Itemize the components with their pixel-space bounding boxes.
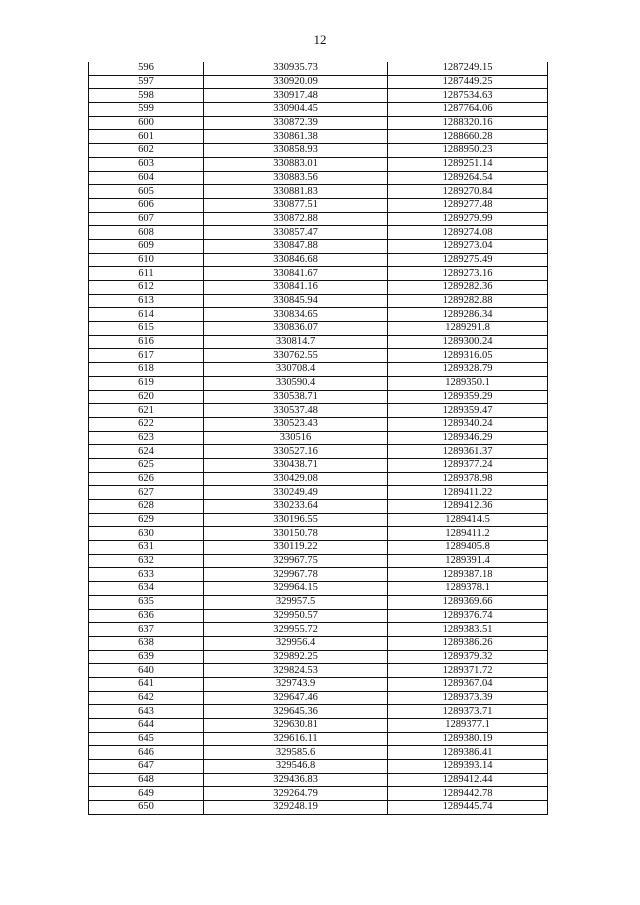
point-number-cell: 619 bbox=[89, 376, 204, 390]
y-coordinate-cell: 1288320.16 bbox=[388, 116, 548, 130]
point-number-cell: 627 bbox=[89, 486, 204, 500]
table-row bbox=[89, 144, 548, 158]
point-number-cell: 641 bbox=[89, 677, 204, 691]
point-number-cell: 615 bbox=[89, 322, 204, 336]
x-coordinate-cell: 330917.48 bbox=[204, 89, 388, 103]
x-coordinate-cell: 329647.46 bbox=[204, 691, 388, 705]
table-row bbox=[89, 472, 548, 486]
coordinates-table-body bbox=[89, 62, 548, 814]
x-coordinate-cell: 330834.65 bbox=[204, 308, 388, 322]
y-coordinate-cell: 1289378.98 bbox=[388, 472, 548, 486]
y-coordinate-cell: 1289367.04 bbox=[388, 677, 548, 691]
point-number-cell: 637 bbox=[89, 623, 204, 637]
x-coordinate-cell: 329645.36 bbox=[204, 705, 388, 719]
point-number-cell: 644 bbox=[89, 719, 204, 733]
table-row bbox=[89, 349, 548, 363]
x-coordinate-cell: 330590.4 bbox=[204, 376, 388, 390]
table-row bbox=[89, 185, 548, 199]
x-coordinate-cell: 329967.78 bbox=[204, 568, 388, 582]
table-row bbox=[89, 719, 548, 733]
y-coordinate-cell: 1289359.29 bbox=[388, 390, 548, 404]
x-coordinate-cell: 330516 bbox=[204, 431, 388, 445]
y-coordinate-cell: 1289251.14 bbox=[388, 157, 548, 171]
x-coordinate-cell: 330877.51 bbox=[204, 198, 388, 212]
point-number-cell: 618 bbox=[89, 363, 204, 377]
point-number-cell: 613 bbox=[89, 294, 204, 308]
y-coordinate-cell: 1289275.49 bbox=[388, 253, 548, 267]
x-coordinate-cell: 330872.39 bbox=[204, 116, 388, 130]
x-coordinate-cell: 330858.93 bbox=[204, 144, 388, 158]
table-row bbox=[89, 677, 548, 691]
table-row bbox=[89, 664, 548, 678]
x-coordinate-cell: 330935.73 bbox=[204, 62, 388, 75]
point-number-cell: 616 bbox=[89, 335, 204, 349]
table-row bbox=[89, 404, 548, 418]
x-coordinate-cell: 330872.88 bbox=[204, 212, 388, 226]
table-row bbox=[89, 390, 548, 404]
point-number-cell: 630 bbox=[89, 527, 204, 541]
table-row bbox=[89, 760, 548, 774]
x-coordinate-cell: 329585.6 bbox=[204, 746, 388, 760]
table-row bbox=[89, 376, 548, 390]
table-row bbox=[89, 541, 548, 555]
y-coordinate-cell: 1289264.54 bbox=[388, 171, 548, 185]
x-coordinate-cell: 329743.9 bbox=[204, 677, 388, 691]
x-coordinate-cell: 330537.48 bbox=[204, 404, 388, 418]
coordinates-table bbox=[88, 62, 548, 815]
point-number-cell: 646 bbox=[89, 746, 204, 760]
point-number-cell: 629 bbox=[89, 513, 204, 527]
y-coordinate-cell: 1289273.04 bbox=[388, 239, 548, 253]
y-coordinate-cell: 1289277.48 bbox=[388, 198, 548, 212]
x-coordinate-cell: 330841.67 bbox=[204, 267, 388, 281]
y-coordinate-cell: 1289282.36 bbox=[388, 281, 548, 295]
x-coordinate-cell: 330249.49 bbox=[204, 486, 388, 500]
y-coordinate-cell: 1289273.16 bbox=[388, 267, 548, 281]
x-coordinate-cell: 330708.4 bbox=[204, 363, 388, 377]
y-coordinate-cell: 1289350.1 bbox=[388, 376, 548, 390]
x-coordinate-cell: 329955.72 bbox=[204, 623, 388, 637]
point-number-cell: 620 bbox=[89, 390, 204, 404]
table-row bbox=[89, 458, 548, 472]
table-row bbox=[89, 705, 548, 719]
y-coordinate-cell: 1289377.24 bbox=[388, 458, 548, 472]
x-coordinate-cell: 330762.55 bbox=[204, 349, 388, 363]
point-number-cell: 604 bbox=[89, 171, 204, 185]
y-coordinate-cell: 1289386.41 bbox=[388, 746, 548, 760]
y-coordinate-cell: 1289340.24 bbox=[388, 417, 548, 431]
y-coordinate-cell: 1289300.24 bbox=[388, 335, 548, 349]
x-coordinate-cell: 329824.53 bbox=[204, 664, 388, 678]
x-coordinate-cell: 330920.09 bbox=[204, 75, 388, 89]
table-row bbox=[89, 445, 548, 459]
x-coordinate-cell: 329264.79 bbox=[204, 787, 388, 801]
y-coordinate-cell: 1289373.71 bbox=[388, 705, 548, 719]
x-coordinate-cell: 329957.5 bbox=[204, 595, 388, 609]
y-coordinate-cell: 1289405.8 bbox=[388, 541, 548, 555]
point-number-cell: 636 bbox=[89, 609, 204, 623]
table-row bbox=[89, 650, 548, 664]
y-coordinate-cell: 1289361.37 bbox=[388, 445, 548, 459]
point-number-cell: 626 bbox=[89, 472, 204, 486]
point-number-cell: 635 bbox=[89, 595, 204, 609]
x-coordinate-cell: 330857.47 bbox=[204, 226, 388, 240]
y-coordinate-cell: 1287249.15 bbox=[388, 62, 548, 75]
table-row bbox=[89, 609, 548, 623]
point-number-cell: 639 bbox=[89, 650, 204, 664]
x-coordinate-cell: 329892.25 bbox=[204, 650, 388, 664]
table-row bbox=[89, 732, 548, 746]
y-coordinate-cell: 1289274.08 bbox=[388, 226, 548, 240]
table-row bbox=[89, 582, 548, 596]
y-coordinate-cell: 1289369.66 bbox=[388, 595, 548, 609]
table-row bbox=[89, 691, 548, 705]
point-number-cell: 617 bbox=[89, 349, 204, 363]
point-number-cell: 603 bbox=[89, 157, 204, 171]
table-row bbox=[89, 773, 548, 787]
x-coordinate-cell: 329630.81 bbox=[204, 719, 388, 733]
point-number-cell: 606 bbox=[89, 198, 204, 212]
y-coordinate-cell: 1289380.19 bbox=[388, 732, 548, 746]
point-number-cell: 648 bbox=[89, 773, 204, 787]
point-number-cell: 596 bbox=[89, 62, 204, 75]
point-number-cell: 599 bbox=[89, 103, 204, 117]
point-number-cell: 628 bbox=[89, 500, 204, 514]
table-row bbox=[89, 636, 548, 650]
x-coordinate-cell: 330233.64 bbox=[204, 500, 388, 514]
point-number-cell: 622 bbox=[89, 417, 204, 431]
x-coordinate-cell: 329616.11 bbox=[204, 732, 388, 746]
x-coordinate-cell: 329956.4 bbox=[204, 636, 388, 650]
table-row bbox=[89, 75, 548, 89]
y-coordinate-cell: 1289291.8 bbox=[388, 322, 548, 336]
point-number-cell: 632 bbox=[89, 554, 204, 568]
table-row bbox=[89, 554, 548, 568]
y-coordinate-cell: 1289393.14 bbox=[388, 760, 548, 774]
table-row bbox=[89, 253, 548, 267]
table-row bbox=[89, 116, 548, 130]
table-row bbox=[89, 267, 548, 281]
point-number-cell: 598 bbox=[89, 89, 204, 103]
table-row bbox=[89, 130, 548, 144]
point-number-cell: 609 bbox=[89, 239, 204, 253]
point-number-cell: 600 bbox=[89, 116, 204, 130]
point-number-cell: 649 bbox=[89, 787, 204, 801]
x-coordinate-cell: 330438.71 bbox=[204, 458, 388, 472]
x-coordinate-cell: 330841.16 bbox=[204, 281, 388, 295]
point-number-cell: 601 bbox=[89, 130, 204, 144]
x-coordinate-cell: 330883.01 bbox=[204, 157, 388, 171]
table-row bbox=[89, 226, 548, 240]
point-number-cell: 610 bbox=[89, 253, 204, 267]
table-row bbox=[89, 417, 548, 431]
y-coordinate-cell: 1289379.32 bbox=[388, 650, 548, 664]
point-number-cell: 650 bbox=[89, 801, 204, 815]
y-coordinate-cell: 1289412.44 bbox=[388, 773, 548, 787]
x-coordinate-cell: 329248.19 bbox=[204, 801, 388, 815]
point-number-cell: 605 bbox=[89, 185, 204, 199]
x-coordinate-cell: 330429.08 bbox=[204, 472, 388, 486]
y-coordinate-cell: 1289279.99 bbox=[388, 212, 548, 226]
point-number-cell: 634 bbox=[89, 582, 204, 596]
y-coordinate-cell: 1289442.78 bbox=[388, 787, 548, 801]
y-coordinate-cell: 1289414.5 bbox=[388, 513, 548, 527]
point-number-cell: 621 bbox=[89, 404, 204, 418]
x-coordinate-cell: 330861.38 bbox=[204, 130, 388, 144]
x-coordinate-cell: 330881.83 bbox=[204, 185, 388, 199]
point-number-cell: 597 bbox=[89, 75, 204, 89]
table-row bbox=[89, 294, 548, 308]
y-coordinate-cell: 1289316.05 bbox=[388, 349, 548, 363]
table-row bbox=[89, 787, 548, 801]
y-coordinate-cell: 1289383.51 bbox=[388, 623, 548, 637]
point-number-cell: 638 bbox=[89, 636, 204, 650]
table-row bbox=[89, 527, 548, 541]
page-number: 12 bbox=[313, 32, 327, 47]
table-row bbox=[89, 281, 548, 295]
table-row bbox=[89, 623, 548, 637]
x-coordinate-cell: 330119.22 bbox=[204, 541, 388, 555]
y-coordinate-cell: 1289359.47 bbox=[388, 404, 548, 418]
x-coordinate-cell: 330523.43 bbox=[204, 417, 388, 431]
x-coordinate-cell: 329950.57 bbox=[204, 609, 388, 623]
point-number-cell: 631 bbox=[89, 541, 204, 555]
x-coordinate-cell: 330845.94 bbox=[204, 294, 388, 308]
point-number-cell: 625 bbox=[89, 458, 204, 472]
table-row bbox=[89, 500, 548, 514]
y-coordinate-cell: 1289371.72 bbox=[388, 664, 548, 678]
y-coordinate-cell: 1289378.1 bbox=[388, 582, 548, 596]
x-coordinate-cell: 329436.83 bbox=[204, 773, 388, 787]
table-row bbox=[89, 308, 548, 322]
table-row bbox=[89, 568, 548, 582]
y-coordinate-cell: 1289391.4 bbox=[388, 554, 548, 568]
x-coordinate-cell: 330538.71 bbox=[204, 390, 388, 404]
x-coordinate-cell: 329964.15 bbox=[204, 582, 388, 596]
x-coordinate-cell: 330847.88 bbox=[204, 239, 388, 253]
x-coordinate-cell: 329546.8 bbox=[204, 760, 388, 774]
table-row bbox=[89, 513, 548, 527]
table-row bbox=[89, 198, 548, 212]
table-row bbox=[89, 157, 548, 171]
y-coordinate-cell: 1289376.74 bbox=[388, 609, 548, 623]
y-coordinate-cell: 1289387.18 bbox=[388, 568, 548, 582]
point-number-cell: 645 bbox=[89, 732, 204, 746]
point-number-cell: 611 bbox=[89, 267, 204, 281]
table-row bbox=[89, 212, 548, 226]
y-coordinate-cell: 1288660.28 bbox=[388, 130, 548, 144]
x-coordinate-cell: 329967.75 bbox=[204, 554, 388, 568]
y-coordinate-cell: 1289411.22 bbox=[388, 486, 548, 500]
point-number-cell: 602 bbox=[89, 144, 204, 158]
table-row bbox=[89, 322, 548, 336]
table-row bbox=[89, 89, 548, 103]
y-coordinate-cell: 1289282.88 bbox=[388, 294, 548, 308]
y-coordinate-cell: 1289412.36 bbox=[388, 500, 548, 514]
table-row bbox=[89, 431, 548, 445]
point-number-cell: 642 bbox=[89, 691, 204, 705]
table-row bbox=[89, 801, 548, 815]
table-row bbox=[89, 62, 548, 75]
table-row bbox=[89, 595, 548, 609]
y-coordinate-cell: 1289286.34 bbox=[388, 308, 548, 322]
y-coordinate-cell: 1287534.63 bbox=[388, 89, 548, 103]
x-coordinate-cell: 330836.07 bbox=[204, 322, 388, 336]
x-coordinate-cell: 330846.68 bbox=[204, 253, 388, 267]
point-number-cell: 640 bbox=[89, 664, 204, 678]
table-row bbox=[89, 363, 548, 377]
x-coordinate-cell: 330814.7 bbox=[204, 335, 388, 349]
y-coordinate-cell: 1289377.1 bbox=[388, 719, 548, 733]
x-coordinate-cell: 330150.78 bbox=[204, 527, 388, 541]
point-number-cell: 612 bbox=[89, 281, 204, 295]
point-number-cell: 633 bbox=[89, 568, 204, 582]
table-row bbox=[89, 335, 548, 349]
point-number-cell: 608 bbox=[89, 226, 204, 240]
y-coordinate-cell: 1287764.06 bbox=[388, 103, 548, 117]
x-coordinate-cell: 330196.55 bbox=[204, 513, 388, 527]
y-coordinate-cell: 1288950.23 bbox=[388, 144, 548, 158]
table-row bbox=[89, 103, 548, 117]
y-coordinate-cell: 1289386.26 bbox=[388, 636, 548, 650]
point-number-cell: 643 bbox=[89, 705, 204, 719]
point-number-cell: 647 bbox=[89, 760, 204, 774]
x-coordinate-cell: 330527.16 bbox=[204, 445, 388, 459]
y-coordinate-cell: 1287449.25 bbox=[388, 75, 548, 89]
point-number-cell: 624 bbox=[89, 445, 204, 459]
y-coordinate-cell: 1289346.29 bbox=[388, 431, 548, 445]
table-row bbox=[89, 239, 548, 253]
point-number-cell: 607 bbox=[89, 212, 204, 226]
point-number-cell: 623 bbox=[89, 431, 204, 445]
point-number-cell: 614 bbox=[89, 308, 204, 322]
x-coordinate-cell: 330904.45 bbox=[204, 103, 388, 117]
table-row bbox=[89, 171, 548, 185]
table-row bbox=[89, 486, 548, 500]
y-coordinate-cell: 1289328.79 bbox=[388, 363, 548, 377]
y-coordinate-cell: 1289373.39 bbox=[388, 691, 548, 705]
y-coordinate-cell: 1289270.84 bbox=[388, 185, 548, 199]
y-coordinate-cell: 1289411.2 bbox=[388, 527, 548, 541]
table-row bbox=[89, 746, 548, 760]
y-coordinate-cell: 1289445.74 bbox=[388, 801, 548, 815]
x-coordinate-cell: 330883.56 bbox=[204, 171, 388, 185]
